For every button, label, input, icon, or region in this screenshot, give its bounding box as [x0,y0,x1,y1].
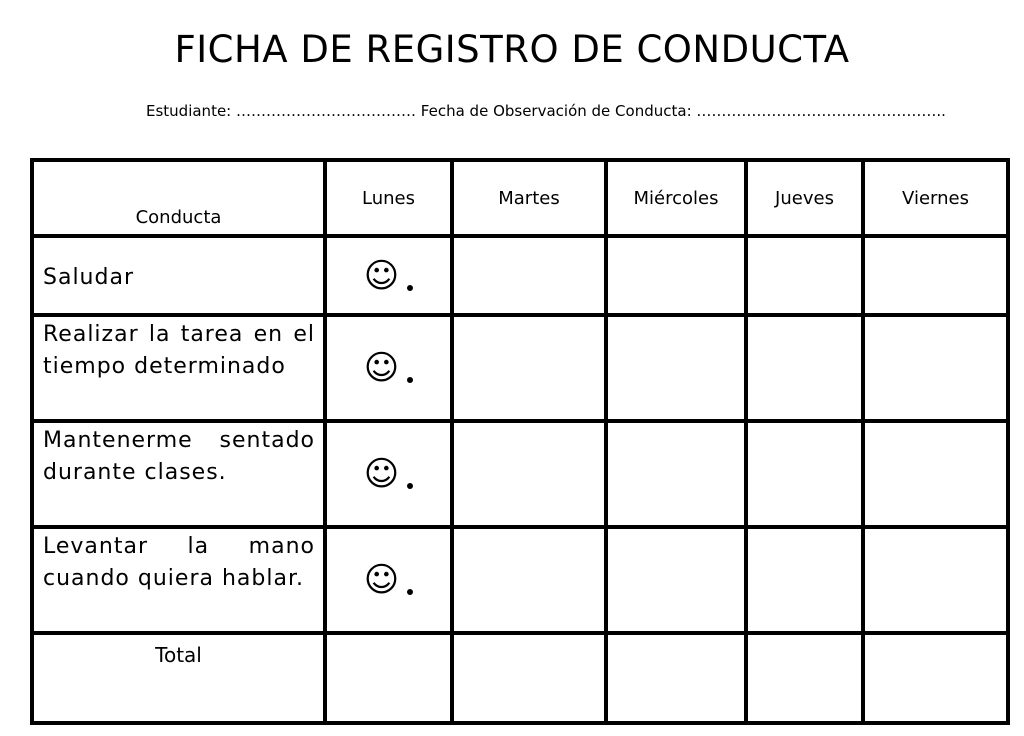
lunes-cell[interactable] [325,315,452,421]
behavior-cell: Levantar la mano cuando quiera hablar. [32,527,325,633]
miercoles-cell[interactable] [606,236,746,315]
student-label: Estudiante: [146,102,232,120]
jueves-cell[interactable] [746,315,863,421]
jueves-cell[interactable] [746,421,863,527]
lunes-cell[interactable] [325,236,452,315]
viernes-cell[interactable] [863,421,1008,527]
table-row [32,236,1008,315]
column-header-viernes: Viernes [863,160,1008,236]
behavior-cell: Realizar la tarea en el tiempo determinado [32,315,325,421]
smiley-face-icon: ☺ [363,560,400,600]
jueves-cell[interactable] [746,527,863,633]
viernes-cell[interactable] [863,315,1008,421]
smiley-mark [363,255,413,296]
column-header-jueves: Jueves [746,160,863,236]
smiley-face-icon: ☺ [363,348,400,388]
dot-mark [407,285,413,291]
column-header-martes: Martes [452,160,606,236]
viernes-cell[interactable] [863,527,1008,633]
total-row [32,633,1008,723]
table-row [32,421,1008,527]
lunes-total-cell[interactable] [325,633,452,723]
column-header-lunes: Lunes [325,160,452,236]
table-header-row [32,160,1008,236]
behavior-cell: Saludar [32,236,325,315]
miercoles-total-cell[interactable] [606,633,746,723]
column-header-miercoles: Miércoles [606,160,746,236]
martes-total-cell[interactable] [452,633,606,723]
table-row [32,527,1008,633]
smiley-mark [363,560,413,600]
jueves-cell[interactable] [746,236,863,315]
dot-mark [407,589,413,595]
smiley-face-icon: ☺ [363,255,400,296]
observation-date-label: Fecha de Observación de Conducta: [420,102,692,120]
behavior-cell: Mantenerme sentado durante clases. [32,421,325,527]
viernes-total-cell[interactable] [863,633,1008,723]
miercoles-cell[interactable] [606,527,746,633]
martes-cell[interactable] [452,421,606,527]
observation-date-blank: ………………………………………….. [696,102,946,120]
total-label: Total [32,633,325,723]
jueves-total-cell[interactable] [746,633,863,723]
miercoles-cell[interactable] [606,315,746,421]
martes-cell[interactable] [452,315,606,421]
viernes-cell[interactable] [863,236,1008,315]
dot-mark [407,483,413,489]
behavior-table [30,158,1010,725]
lunes-cell[interactable] [325,527,452,633]
header-fields [146,102,946,120]
martes-cell[interactable] [452,236,606,315]
smiley-mark [363,348,413,388]
miercoles-cell[interactable] [606,421,746,527]
martes-cell[interactable] [452,527,606,633]
column-header-conducta: Conducta [32,160,325,236]
dot-mark [407,377,413,383]
smiley-mark [363,454,413,494]
lunes-cell[interactable] [325,421,452,527]
smiley-face-icon: ☺ [363,454,400,494]
student-blank: ……………………………… [236,102,417,120]
table-row [32,315,1008,421]
page-title: FICHA DE REGISTRO DE CONDUCTA [174,28,850,71]
